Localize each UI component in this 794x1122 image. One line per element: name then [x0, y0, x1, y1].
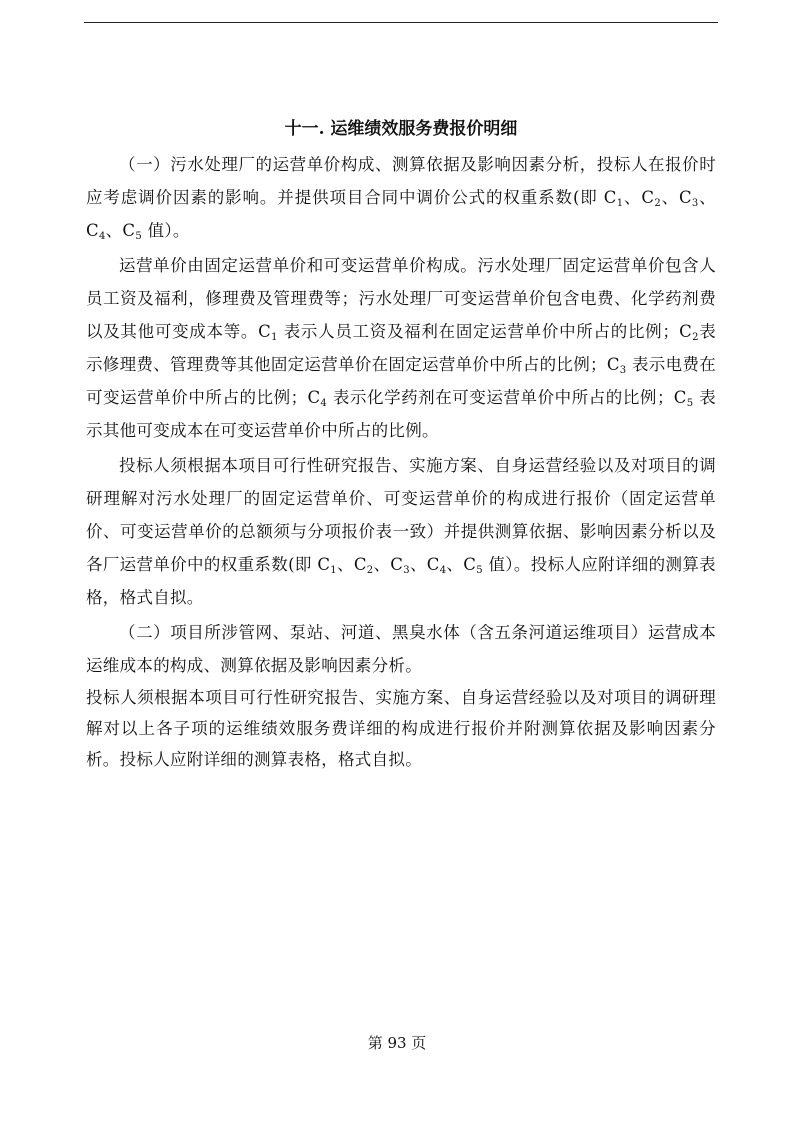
paragraph-2 [86, 249, 716, 447]
text-run: 表示电费在可变运营单价中所占的比例；C [86, 355, 716, 407]
text-run: 投标人须根据本项目可行性研究报告、实施方案、自身运营经验以及对项目的调研理解对污水处理厂的固定运营单价、可变运营单价的构成进行报价（固定运营单价、可变运营单价的总额须与分项报价表一致）并提供测算依据、影响因素分析以及各厂运营单价中的权重系数(即 C [86, 456, 716, 574]
page-number: 第 93 页 [367, 1034, 427, 1052]
text-run: 、C [86, 188, 716, 240]
text-run: 、C [409, 555, 440, 574]
text-run: 、C [105, 221, 136, 240]
subscript: 5 [476, 565, 483, 576]
text-run: 表示人员工资及福利在固定运营单价中所占的比例；C [277, 322, 693, 341]
paragraph-1 [86, 148, 716, 247]
text-run: 值）。投标人应附详细的测算表格，格式自拟。 [86, 555, 716, 607]
subscript: 1 [330, 565, 337, 576]
text-run: 表示其他可变成本在可变运营单价中所占的比例。 [86, 388, 716, 440]
text-run: 、C [336, 555, 367, 574]
subscript: 2 [654, 198, 661, 209]
text-run: 、C [446, 555, 477, 574]
subscript: 5 [135, 231, 143, 242]
text-run: 值）。 [142, 221, 190, 240]
paragraph-3 [86, 449, 716, 614]
subscript: 4 [98, 231, 106, 242]
subscript: 4 [320, 398, 328, 409]
subscript: 2 [366, 565, 374, 576]
subscript: 5 [686, 398, 694, 409]
text-run: （一）污水处理厂的运营单价构成、测算依据及影响因素分析，投标人在报价时应考虑调价因素的影响。并提供项目合同中调价公式的权重系数(即 C [86, 155, 716, 207]
text-run: 表示化学药剂在可变运营单价中所占的比例；C [327, 388, 687, 407]
subscript: 3 [691, 198, 699, 209]
text-run: 、C [373, 555, 404, 574]
subscript: 1 [616, 198, 624, 209]
text-run: 表示修理费、管理费等其他固定运营单价在固定运营单价中所占的比例；C [86, 322, 716, 374]
subscript: 3 [403, 565, 410, 576]
subscript: 2 [692, 332, 699, 343]
paragraph-5: 投标人须根据本项目可行性研究报告、实施方案、自身运营经验以及对项目的调研理解对以上各子项的运维绩效服务费详细的构成进行报价并附测算依据及影响因素分析。投标人应附详细的测算表格，格式自拟。 [86, 688, 716, 769]
header-rule [84, 22, 718, 23]
subscript: 3 [619, 365, 627, 376]
document-body [86, 116, 716, 775]
text-run: 、C [623, 188, 655, 207]
subscript: 4 [439, 565, 447, 576]
text-run: 运营单价由固定运营单价和可变运营单价构成。污水处理厂固定运营单价包含人员工资及福利，修理费及管理费等；污水处理厂可变运营单价包含电费、化学药剂费以及其他可变成本等。C [86, 256, 716, 341]
section-title: 十一. 运维绩效服务费报价明细 [284, 119, 518, 139]
subscript: 1 [271, 332, 278, 343]
paragraph-4: （二）项目所涉管网、泵站、河道、黑臭水体（含五条河道运维项目）运营成本运维成本的构成、测算依据及影响因素分析。 [86, 623, 716, 675]
text-run: 、C [661, 188, 692, 207]
